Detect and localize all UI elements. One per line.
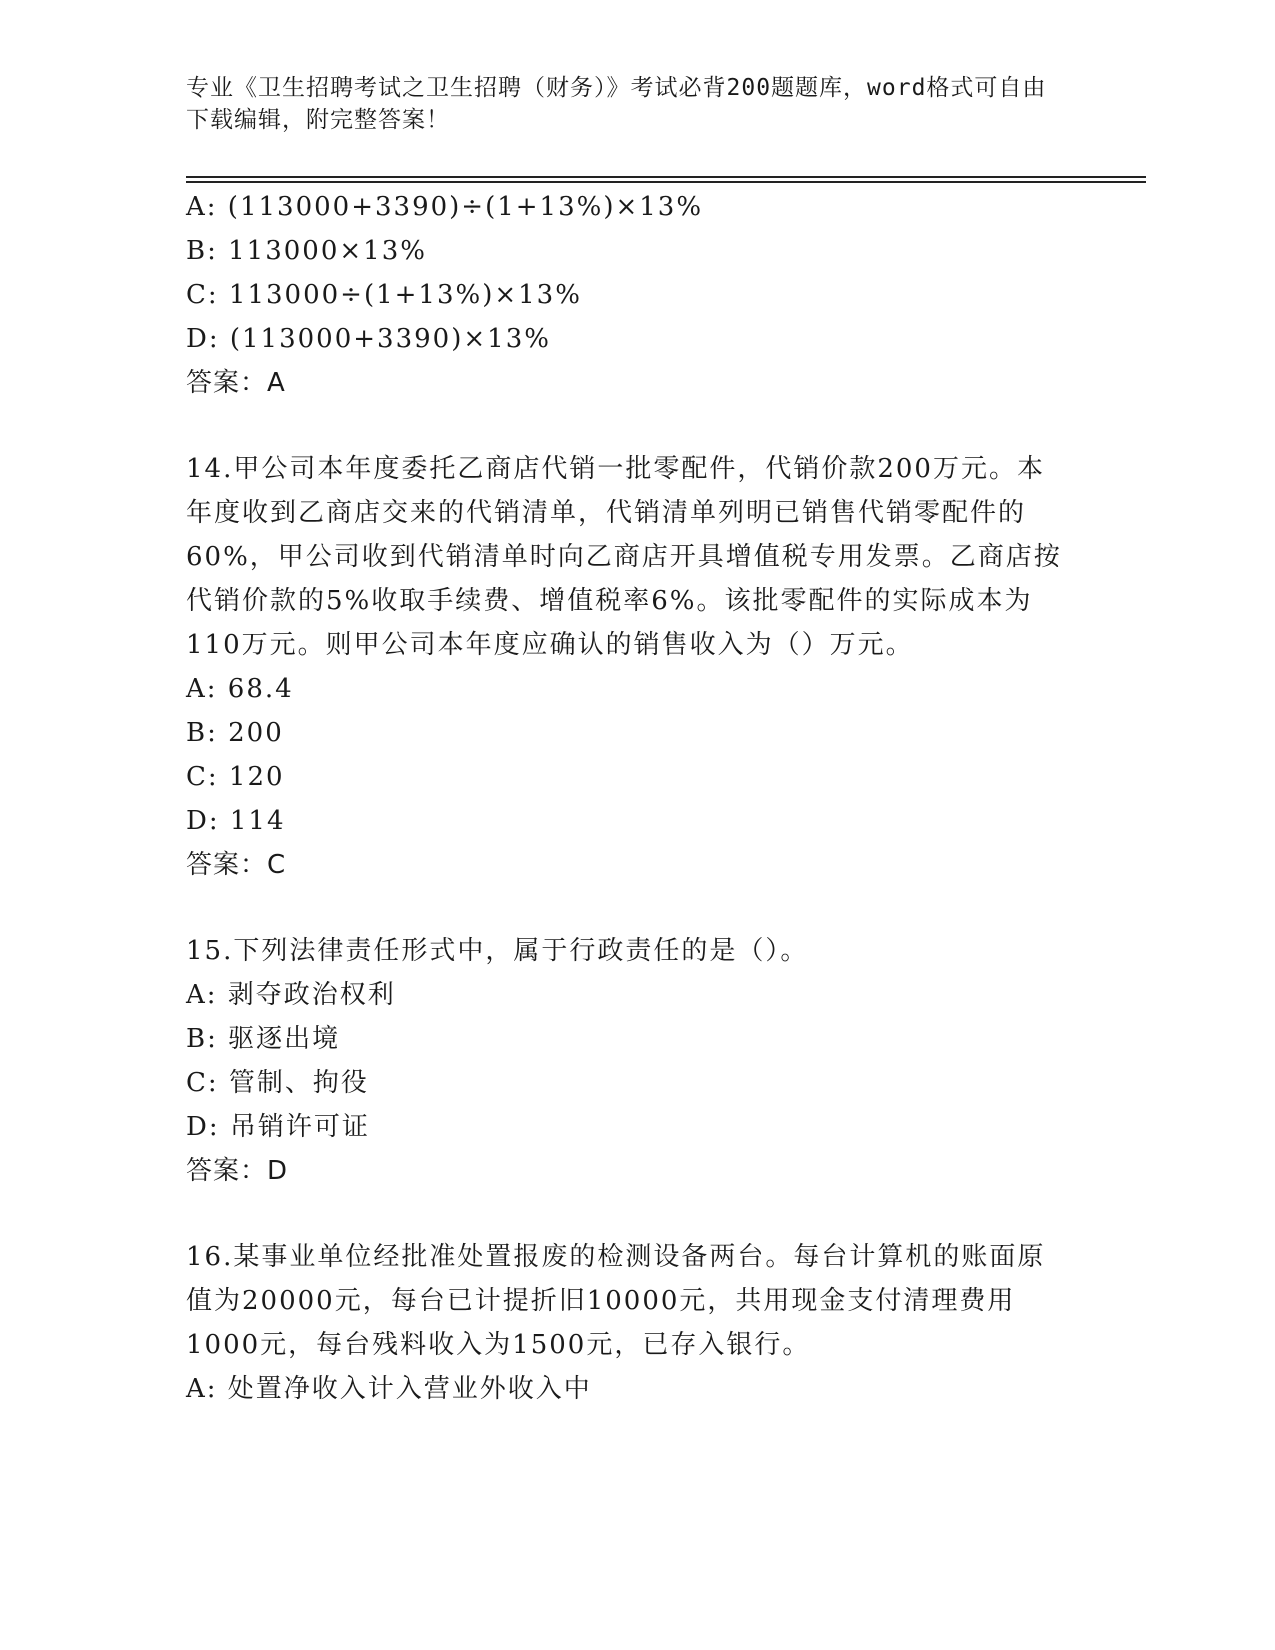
q14-option-b: B: 200 [186,718,284,748]
q16-option-a: A: 处置净收入计入营业外收入中 [186,1374,592,1404]
q16-stem-line-1: 16.某事业单位经批准处置报废的检测设备两台。每台计算机的账面原 [186,1242,1046,1272]
q14-stem-line-2: 年度收到乙商店交来的代销清单，代销清单列明已销售代销零配件的 [186,498,1027,528]
q15-option-b: B: 驱逐出境 [186,1024,341,1054]
q15-option-c: C: 管制、拘役 [186,1068,369,1098]
q13-option-b: B: 113000×13% [186,236,427,266]
q13-option-c: C: 113000÷(1+13%)×13% [186,280,582,310]
q16-stem-line-3: 1000元，每台残料收入为1500元，已存入银行。 [186,1330,811,1360]
q14-stem-line-3: 60%，甲公司收到代销清单时向乙商店开具增值税专用发票。乙商店按 [186,542,1062,572]
header-divider-top [186,176,1146,178]
q14-stem-line-5: 110万元。则甲公司本年度应确认的销售收入为（）万元。 [186,630,914,660]
q14-option-c: C: 120 [186,762,285,792]
q14-answer: 答案：C [186,850,287,880]
q14-option-a: A: 68.4 [186,674,294,704]
q14-option-d: D: 114 [186,806,286,836]
q14-stem-line-4: 代销价款的5%收取手续费、增值税率6%。该批零配件的实际成本为 [186,586,1033,616]
q15-option-d: D: 吊销许可证 [186,1112,370,1142]
q16-stem-line-2: 值为20000元，每台已计提折旧10000元，共用现金支付清理费用 [186,1286,1016,1316]
q15-stem-line-1: 15.下列法律责任形式中，属于行政责任的是（）。 [186,936,809,966]
q13-option-d: D: (113000+3390)×13% [186,324,551,354]
q13-answer: 答案：A [186,368,286,398]
q14-stem-line-1: 14.甲公司本年度委托乙商店代销一批零配件，代销价款200万元。本 [186,454,1045,484]
document-header: 专业《卫生招聘考试之卫生招聘（财务）》考试必背200题题库，word格式可自由下载编辑，附完整答案！ [186,75,1047,133]
q13-option-a: A: (113000+3390)÷(1+13%)×13% [186,192,704,222]
q15-option-a: A: 剥夺政治权利 [186,980,396,1010]
header-divider-bottom [186,181,1146,183]
q15-answer: 答案：D [186,1156,289,1186]
